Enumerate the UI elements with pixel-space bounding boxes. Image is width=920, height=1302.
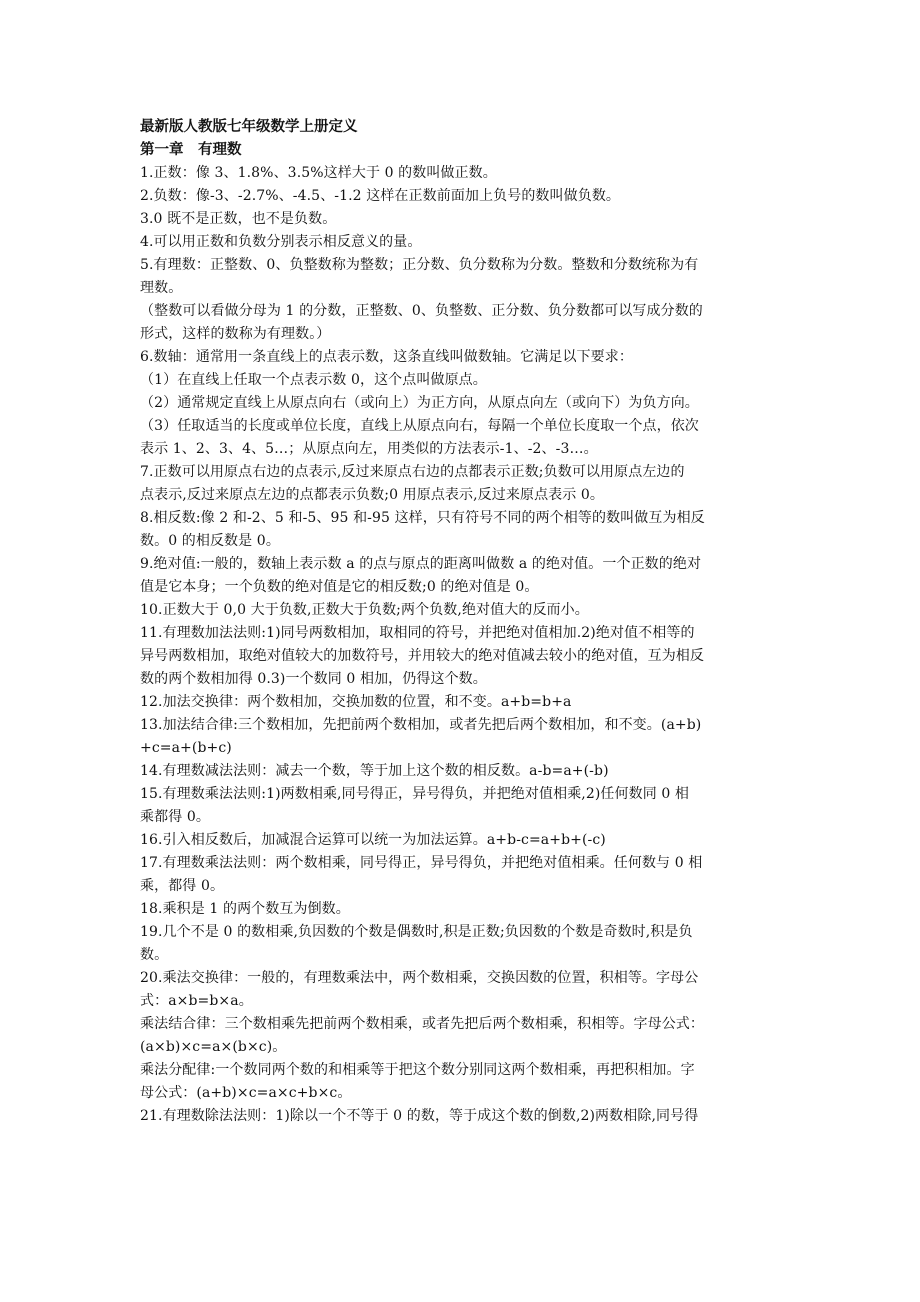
text-line: 8.相反数:像 2 和-2、5 和-5、95 和-95 这样，只有符号不同的两个相等的数叫做互为相反 (140, 510, 705, 526)
text-line: 3.0 既不是正数，也不是负数。 (140, 211, 337, 227)
text-line: 理数。 (140, 280, 183, 296)
text-line: 19.几个不是 0 的数相乘,负因数的个数是偶数时,积是正数;负因数的个数是奇数时,积是负 (140, 924, 693, 940)
text-line: 乘都得 0。 (140, 809, 210, 825)
document-body (140, 162, 785, 1128)
text-line: 母公式：(a+b)×c=a×c+b×c。 (140, 1085, 352, 1101)
document-title: 最新版人教版七年级数学上册定义 (140, 119, 358, 135)
text-line: 异号两数相加，取绝对值较大的加数符号，并用较大的绝对值减去较小的绝对值，互为相反 (140, 648, 704, 664)
text-line: （3）任取适当的长度或单位长度，直线上从原点向右，每隔一个单位长度取一个点，依次 (140, 418, 699, 434)
text-line: 21.有理数除法法则：1)除以一个不等于 0 的数，等于成这个数的倒数,2)两数相除,同号得 (140, 1108, 699, 1124)
text-line: 7.正数可以用原点右边的点表示,反过来原点右边的点都表示正数;负数可以用原点左边的 (140, 464, 685, 480)
text-line: 乘法结合律：三个数相乘先把前两个数相乘，或者先把后两个数相乘，积相等。字母公式： (140, 1016, 704, 1032)
text-line: 乘法分配律:一个数同两个数的和相乘等于把这个数分别同这两个数相乘，再把积相加。字 (140, 1062, 695, 1078)
text-line: （整数可以看做分母为 1 的分数，正整数、0、负整数、正分数、负分数都可以写成分数的 (140, 303, 703, 319)
text-line: 14.有理数减法法则：减去一个数，等于加上这个数的相反数。a-b=a+(-b) (140, 763, 609, 779)
text-line: 数的两个数相加得 0.3)一个数同 0 相加，仍得这个数。 (140, 671, 487, 687)
document-page (140, 116, 785, 1128)
text-line: 10.正数大于 0,0 大于负数,正数大于负数;两个负数,绝对值大的反而小。 (140, 602, 589, 618)
text-line: 17.有理数乘法法则：两个数相乘，同号得正，异号得负，并把绝对值相乘。任何数与 0 相 (140, 855, 703, 871)
text-line: 9.绝对值:一般的，数轴上表示数 a 的点与原点的距离叫做数 a 的绝对值。一个正数的绝对 (140, 556, 702, 572)
text-line: 4.可以用正数和负数分别表示相反意义的量。 (140, 234, 422, 250)
text-line: +c=a+(b+c) (140, 740, 232, 756)
text-line: (a×b)×c=a×(b×c)。 (140, 1039, 287, 1055)
text-line: 16.引入相反数后，加减混合运算可以统一为加法运算。a+b-c=a+b+(-c) (140, 832, 606, 848)
text-line: 6.数轴：通常用一条直线上的点表示数，这条直线叫做数轴。它满足以下要求： (140, 349, 633, 365)
text-line: 式：a×b=b×a。 (140, 993, 253, 1009)
text-line: 乘，都得 0。 (140, 878, 225, 894)
text-line: 数。 (140, 947, 169, 963)
text-line: 18.乘积是 1 的两个数互为倒数。 (140, 901, 350, 917)
text-line: 数。0 的相反数是 0。 (140, 533, 280, 549)
text-line: 2.负数：像-3、-2.7%、-4.5、-1.2 这样在正数前面加上负号的数叫做负数。 (140, 188, 621, 204)
text-line: 20.乘法交换律：一般的，有理数乘法中，两个数相乘，交换因数的位置，积相等。字母公 (140, 970, 699, 986)
text-line: （1）在直线上任取一个点表示数 0，这个点叫做原点。 (140, 372, 487, 388)
text-line: 值是它本身；一个负数的绝对值是它的相反数;0 的绝对值是 0。 (140, 579, 539, 595)
text-line: 5.有理数：正整数、0、负整数称为整数；正分数、负分数称为分数。整数和分数统称为有 (140, 257, 699, 273)
text-line: 1.正数：像 3、1.8%、3.5%这样大于 0 的数叫做正数。 (140, 165, 497, 181)
text-line: 表示 1、2、3、4、5…；从原点向左，用类似的方法表示-1、-2、-3…。 (140, 441, 598, 457)
chapter-heading: 第一章 有理数 (140, 142, 242, 158)
text-line: 15.有理数乘法法则:1)两数相乘,同号得正，异号得负，并把绝对值相乘,2)任何数同 0 相 (140, 786, 690, 802)
text-line: 12.加法交换律：两个数相加，交换加数的位置，和不变。a+b=b+a (140, 694, 572, 710)
text-line: 形式，这样的数称为有理数。） (140, 326, 331, 342)
text-line: 11.有理数加法法则:1)同号两数相加，取相同的符号，并把绝对值相加.2)绝对值不相等的 (140, 625, 695, 641)
text-line: 13.加法结合律:三个数相加，先把前两个数相加，或者先把后两个数相加，和不变。(a+b) (140, 717, 702, 733)
text-line: 点表示,反过来原点左边的点都表示负数;0 用原点表示,反过来原点表示 0。 (140, 487, 605, 503)
text-line: （2）通常规定直线上从原点向右（或向上）为正方向，从原点向左（或向下）为负方向。 (140, 395, 699, 411)
